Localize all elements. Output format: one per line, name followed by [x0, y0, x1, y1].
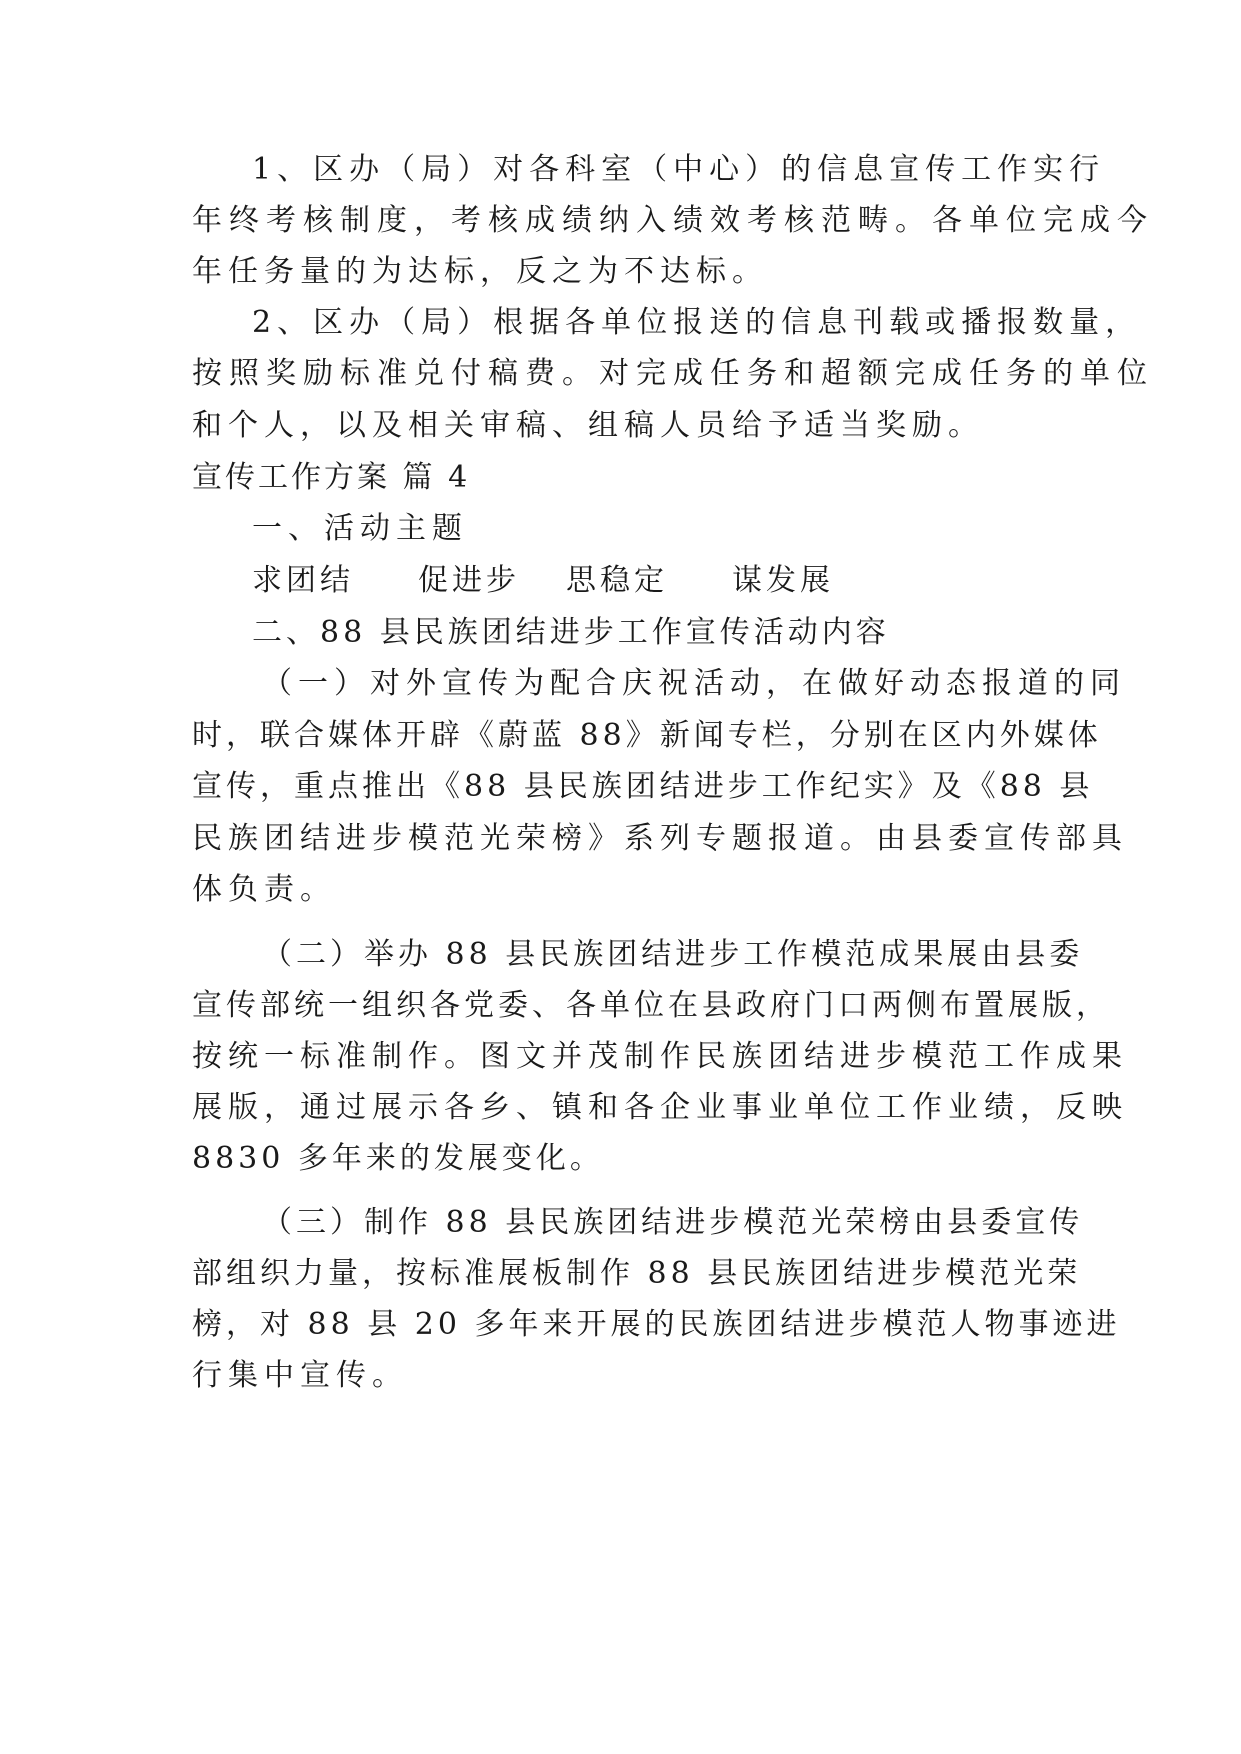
section-heading: 宣传工作方案 篇 4 [192, 460, 471, 495]
paragraph-line: 部组织力量，按标准展板制作 88 县民族团结进步模范光荣 [192, 1256, 1082, 1291]
paragraph-line: 时，联合媒体开辟《蔚蓝 88》新闻专栏，分别在区内外媒体 [192, 718, 1102, 753]
theme-word: 思稳定 [566, 563, 668, 598]
paragraph-line: 和个人，以及相关审稿、组稿人员给予适当奖励。 [192, 408, 984, 443]
paragraph-line: 年终考核制度，考核成绩纳入绩效考核范畴。各单位完成今 [192, 203, 1154, 238]
paragraph-line: 2、区办（局）根据各单位报送的信息刊载或播报数量， [252, 305, 1142, 340]
paragraph-line: （一）对外宣传为配合庆祝活动，在做好动态报道的同 [262, 666, 1126, 701]
theme-word: 谋发展 [732, 563, 834, 598]
paragraph-line: 年任务量的为达标，反之为不达标。 [192, 254, 768, 289]
paragraph-line: 民族团结进步模范光荣榜》系列专题报道。由县委宣传部具 [192, 821, 1128, 856]
paragraph-line: 体负责。 [192, 872, 336, 907]
paragraph-line: 宣传部统一组织各党委、各单位在县政府门口两侧布置展版， [192, 988, 1110, 1023]
paragraph-line: 8830 多年来的发展变化。 [192, 1141, 604, 1176]
paragraph-line: 1、区办（局）对各科室（中心）的信息宣传工作实行 [252, 152, 1106, 187]
subheading-line: 一、活动主题 [252, 511, 468, 546]
paragraph-line: 榜，对 88 县 20 多年来开展的民族团结进步模范人物事迹进 [192, 1307, 1121, 1342]
theme-word: 求团结 [252, 563, 354, 598]
subheading-line: 二、88 县民族团结进步工作宣传活动内容 [252, 615, 890, 650]
paragraph-line: （二）举办 88 县民族团结进步工作模范成果展由县委 [262, 937, 1084, 972]
paragraph-line: 行集中宣传。 [192, 1358, 408, 1393]
paragraph-line: 按统一标准制作。图文并茂制作民族团结进步模范工作成果 [192, 1039, 1128, 1074]
paragraph-line: （三）制作 88 县民族团结进步模范光荣榜由县委宣传 [262, 1205, 1084, 1240]
paragraph-line: 按照奖励标准兑付稿费。对完成任务和超额完成任务的单位 [192, 356, 1154, 391]
paragraph-line: 展版，通过展示各乡、镇和各企业事业单位工作业绩，反映 [192, 1090, 1128, 1125]
theme-word: 促进步 [418, 563, 520, 598]
paragraph-line: 宣传，重点推出《88 县民族团结进步工作纪实》及《88 县 [192, 769, 1094, 804]
